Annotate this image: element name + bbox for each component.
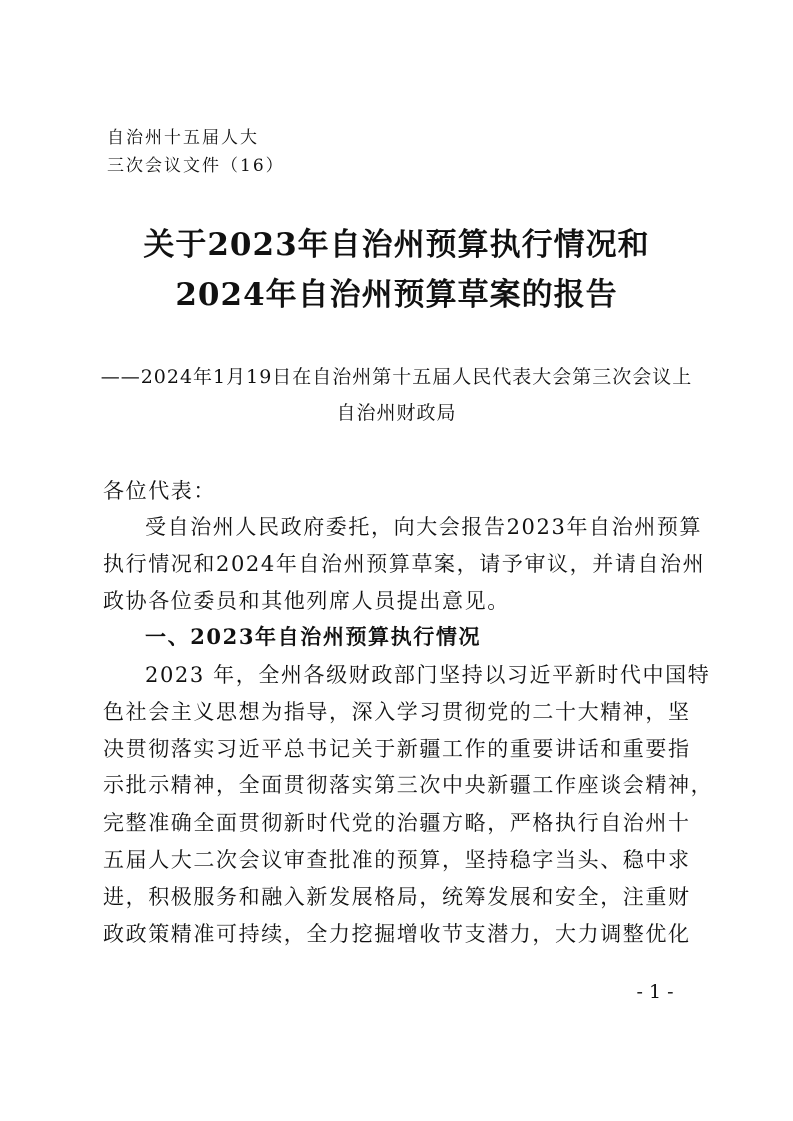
paragraph-line: 示批示精神，全面贯彻落实第三次中央新疆工作座谈会精神， xyxy=(103,773,714,797)
paragraph-line: 完整准确全面贯彻新时代党的治疆方略，严格执行自治州十 xyxy=(103,811,691,835)
paragraph-line: 五届人大二次会议审查批准的预算，坚持稳字当头、稳中求 xyxy=(103,848,691,872)
paragraph-line: 政政策精准可持续，全力挖掘增收节支潜力，大力调整优化 xyxy=(103,922,691,946)
paragraph-line: 进，积极服务和融入新发展格局，统筹发展和安全，注重财 xyxy=(103,885,691,909)
report-issuer: 自治州财政局 xyxy=(336,402,457,424)
paragraph-line: 2023 年，全州各级财政部门坚持以习近平新时代中国特 xyxy=(145,663,711,687)
paragraph-line: 受自治州人民政府委托，向大会报告2023年自治州预算 xyxy=(145,515,703,539)
document-number xyxy=(107,124,285,180)
document-number-line2: 三次会议文件（16） xyxy=(107,156,285,176)
report-title-line1: 关于2023年自治州预算执行情况和 xyxy=(143,227,650,263)
document-number-line1: 自治州十五届人大 xyxy=(107,128,259,148)
paragraph-line: 执行情况和2024年自治州预算草案，请予审议，并请自治州 xyxy=(103,552,706,576)
page-number: - 1 - xyxy=(636,981,674,1003)
report-title-line2: 2024年自治州预算草案的报告 xyxy=(175,277,618,313)
report-date-venue: ——2024年1月19日在自治州第十五届人民代表大会第三次会议上 xyxy=(100,366,693,388)
paragraph-line: 决贯彻落实习近平总书记关于新疆工作的重要讲话和重要指 xyxy=(103,737,691,761)
section-heading: 一、2023年自治州预算执行情况 xyxy=(145,624,482,649)
paragraph-line: 政协各位委员和其他列席人员提出意见。 xyxy=(103,589,510,613)
salutation: 各位代表： xyxy=(103,479,216,503)
paragraph-line: 色社会主义思想为指导，深入学习贯彻党的二十大精神，坚 xyxy=(103,700,691,724)
